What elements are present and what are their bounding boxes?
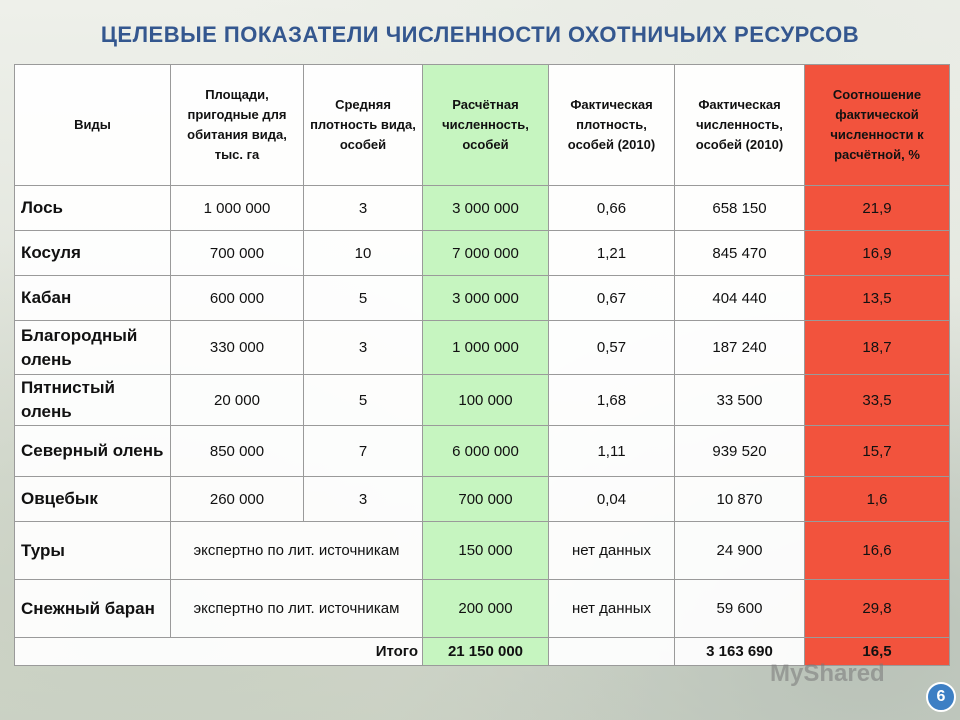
area-cell: 850 000 — [171, 426, 304, 477]
species-name: Туры — [15, 522, 171, 580]
species-name: Кабан — [15, 276, 171, 321]
fact-count-cell: 187 240 — [675, 321, 805, 375]
area-cell: 260 000 — [171, 477, 304, 522]
density-cell: 7 — [304, 426, 423, 477]
expert-note-cell: экспертно по лит. источникам — [171, 580, 423, 638]
fact-density-cell: нет данных — [549, 522, 675, 580]
header-species: Виды — [15, 65, 171, 186]
fact-count-cell: 658 150 — [675, 186, 805, 231]
species-name: Пятнистый олень — [15, 375, 171, 426]
ratio-cell: 16,6 — [805, 522, 950, 580]
slide-number-badge: 6 — [926, 682, 956, 712]
calc-count-cell: 100 000 — [423, 375, 549, 426]
header-fact-count: Фактическая численность, особей (2010) — [675, 65, 805, 186]
ratio-cell: 29,8 — [805, 580, 950, 638]
table-row — [15, 522, 950, 580]
fact-count-cell: 845 470 — [675, 231, 805, 276]
ratio-cell: 13,5 — [805, 276, 950, 321]
area-cell: 20 000 — [171, 375, 304, 426]
targets-table — [14, 64, 950, 666]
table-row — [15, 321, 950, 375]
fact-density-cell: 1,21 — [549, 231, 675, 276]
fact-count-cell: 404 440 — [675, 276, 805, 321]
calc-count-cell: 1 000 000 — [423, 321, 549, 375]
calc-count-cell: 3 000 000 — [423, 186, 549, 231]
header-row — [15, 65, 950, 186]
ratio-cell: 21,9 — [805, 186, 950, 231]
table-row — [15, 186, 950, 231]
ratio-cell: 15,7 — [805, 426, 950, 477]
header-ratio: Соотношение фактической численности к расчётной, % — [805, 65, 950, 186]
species-name: Косуля — [15, 231, 171, 276]
total-label: Итого — [15, 638, 423, 666]
table-row — [15, 375, 950, 426]
table-row — [15, 231, 950, 276]
table-row — [15, 276, 950, 321]
density-cell: 5 — [304, 276, 423, 321]
calc-count-cell: 6 000 000 — [423, 426, 549, 477]
area-cell: 700 000 — [171, 231, 304, 276]
species-name: Овцебык — [15, 477, 171, 522]
area-cell: 600 000 — [171, 276, 304, 321]
fact-count-cell: 24 900 — [675, 522, 805, 580]
header-calc-count: Расчётная численность, особей — [423, 65, 549, 186]
calc-count-cell: 200 000 — [423, 580, 549, 638]
ratio-cell: 18,7 — [805, 321, 950, 375]
header-density: Средняя плотность вида, особей — [304, 65, 423, 186]
density-cell: 5 — [304, 375, 423, 426]
total-calc-count: 21 150 000 — [423, 638, 549, 666]
calc-count-cell: 700 000 — [423, 477, 549, 522]
expert-note-cell: экспертно по лит. источникам — [171, 522, 423, 580]
fact-count-cell: 59 600 — [675, 580, 805, 638]
header-area: Площади, пригодные для обитания вида, тыс. га — [171, 65, 304, 186]
ratio-cell: 1,6 — [805, 477, 950, 522]
ratio-cell: 33,5 — [805, 375, 950, 426]
total-empty-cell — [549, 638, 675, 666]
watermark-logo: MyShared — [770, 660, 885, 687]
total-ratio: 16,5 — [805, 638, 950, 666]
ratio-cell: 16,9 — [805, 231, 950, 276]
fact-density-cell: 0,67 — [549, 276, 675, 321]
fact-count-cell: 939 520 — [675, 426, 805, 477]
density-cell: 3 — [304, 477, 423, 522]
density-cell: 3 — [304, 321, 423, 375]
fact-count-cell: 33 500 — [675, 375, 805, 426]
table-row — [15, 477, 950, 522]
table-row — [15, 580, 950, 638]
species-name: Лось — [15, 186, 171, 231]
slide-title: ЦЕЛЕВЫЕ ПОКАЗАТЕЛИ ЧИСЛЕННОСТИ ОХОТНИЧЬИХ РЕСУРСОВ — [100, 22, 860, 47]
species-name: Снежный баран — [15, 580, 171, 638]
calc-count-cell: 7 000 000 — [423, 231, 549, 276]
fact-density-cell: 1,11 — [549, 426, 675, 477]
calc-count-cell: 3 000 000 — [423, 276, 549, 321]
fact-density-cell: 0,57 — [549, 321, 675, 375]
fact-density-cell: 1,68 — [549, 375, 675, 426]
fact-density-cell: нет данных — [549, 580, 675, 638]
density-cell: 3 — [304, 186, 423, 231]
species-name: Благородный олень — [15, 321, 171, 375]
header-fact-density: Фактическая плотность, особей (2010) — [549, 65, 675, 186]
fact-count-cell: 10 870 — [675, 477, 805, 522]
total-fact-count: 3 163 690 — [675, 638, 805, 666]
area-cell: 330 000 — [171, 321, 304, 375]
fact-density-cell: 0,66 — [549, 186, 675, 231]
calc-count-cell: 150 000 — [423, 522, 549, 580]
area-cell: 1 000 000 — [171, 186, 304, 231]
table-row — [15, 426, 950, 477]
density-cell: 10 — [304, 231, 423, 276]
fact-density-cell: 0,04 — [549, 477, 675, 522]
species-name: Северный олень — [15, 426, 171, 477]
